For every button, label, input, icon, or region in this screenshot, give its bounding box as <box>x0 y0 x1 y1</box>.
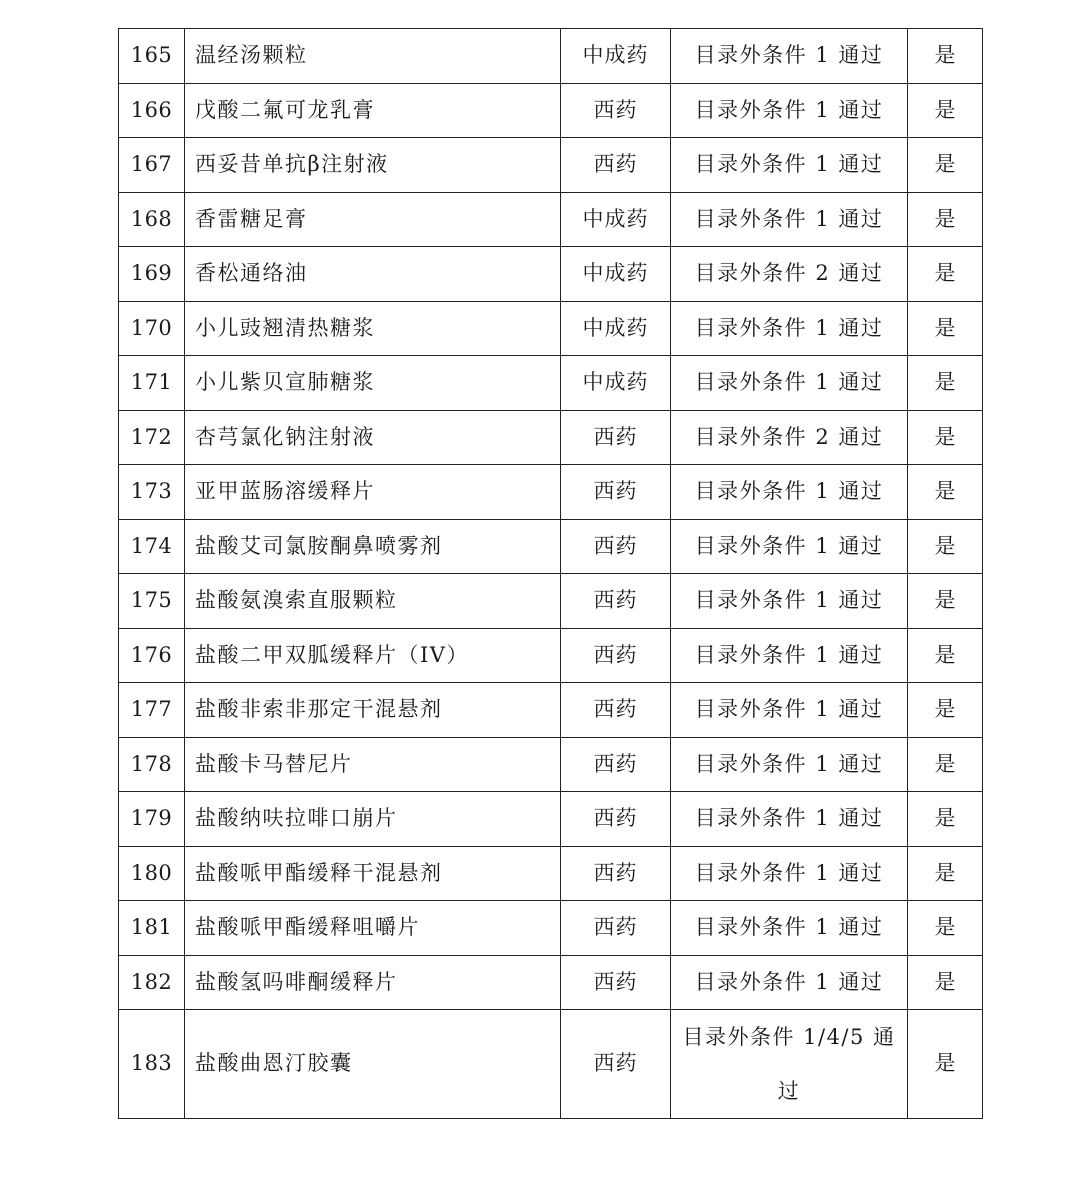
row-number: 180 <box>119 846 185 901</box>
row-number: 177 <box>119 683 185 738</box>
row-number: 167 <box>119 138 185 193</box>
row-number: 181 <box>119 901 185 956</box>
pass-flag: 是 <box>908 465 983 520</box>
drug-type: 西药 <box>561 737 671 792</box>
drug-name: 香松通络油 <box>185 247 561 302</box>
review-condition: 目录外条件 1 通过 <box>671 465 908 520</box>
drug-name: 盐酸氨溴索直服颗粒 <box>185 574 561 629</box>
drug-list-sheet <box>118 28 972 1119</box>
drug-name: 盐酸二甲双胍缓释片（IV） <box>185 628 561 683</box>
table-row <box>119 574 983 629</box>
row-number: 182 <box>119 955 185 1010</box>
drug-type: 西药 <box>561 574 671 629</box>
review-condition: 目录外条件 1 通过 <box>671 29 908 84</box>
table-row <box>119 410 983 465</box>
drug-table <box>118 28 983 1119</box>
drug-type: 西药 <box>561 955 671 1010</box>
pass-flag: 是 <box>908 1010 983 1119</box>
review-condition: 目录外条件 1 通过 <box>671 519 908 574</box>
drug-name: 盐酸氢吗啡酮缓释片 <box>185 955 561 1010</box>
drug-name: 西妥昔单抗β注射液 <box>185 138 561 193</box>
review-condition: 目录外条件 1 通过 <box>671 792 908 847</box>
review-condition: 目录外条件 1 通过 <box>671 901 908 956</box>
review-condition: 目录外条件 2 通过 <box>671 247 908 302</box>
table-row <box>119 29 983 84</box>
row-number: 172 <box>119 410 185 465</box>
drug-type: 西药 <box>561 628 671 683</box>
row-number: 183 <box>119 1010 185 1119</box>
drug-type: 中成药 <box>561 356 671 411</box>
drug-name: 小儿豉翘清热糖浆 <box>185 301 561 356</box>
table-row <box>119 792 983 847</box>
drug-type: 西药 <box>561 683 671 738</box>
pass-flag: 是 <box>908 247 983 302</box>
review-condition: 目录外条件 1 通过 <box>671 574 908 629</box>
pass-flag: 是 <box>908 138 983 193</box>
drug-type: 西药 <box>561 519 671 574</box>
review-condition: 目录外条件 1/4/5 通过 <box>671 1010 908 1119</box>
table-row <box>119 683 983 738</box>
table-row <box>119 1010 983 1119</box>
review-condition: 目录外条件 1 通过 <box>671 138 908 193</box>
drug-name: 盐酸哌甲酯缓释干混悬剂 <box>185 846 561 901</box>
drug-type: 西药 <box>561 792 671 847</box>
drug-name: 盐酸卡马替尼片 <box>185 737 561 792</box>
pass-flag: 是 <box>908 574 983 629</box>
drug-name: 戊酸二氟可龙乳膏 <box>185 83 561 138</box>
row-number: 166 <box>119 83 185 138</box>
table-row <box>119 737 983 792</box>
row-number: 168 <box>119 192 185 247</box>
table-row <box>119 83 983 138</box>
pass-flag: 是 <box>908 901 983 956</box>
drug-type: 西药 <box>561 901 671 956</box>
pass-flag: 是 <box>908 628 983 683</box>
drug-name: 香雷糖足膏 <box>185 192 561 247</box>
drug-type: 中成药 <box>561 247 671 302</box>
review-condition: 目录外条件 1 通过 <box>671 356 908 411</box>
drug-type: 西药 <box>561 465 671 520</box>
row-number: 178 <box>119 737 185 792</box>
table-row <box>119 901 983 956</box>
drug-type: 西药 <box>561 410 671 465</box>
drug-type: 西药 <box>561 83 671 138</box>
row-number: 174 <box>119 519 185 574</box>
table-row <box>119 846 983 901</box>
review-condition: 目录外条件 1 通过 <box>671 846 908 901</box>
drug-name: 小儿紫贝宣肺糖浆 <box>185 356 561 411</box>
row-number: 165 <box>119 29 185 84</box>
review-condition: 目录外条件 2 通过 <box>671 410 908 465</box>
table-row <box>119 955 983 1010</box>
drug-type: 中成药 <box>561 192 671 247</box>
pass-flag: 是 <box>908 519 983 574</box>
pass-flag: 是 <box>908 29 983 84</box>
review-condition: 目录外条件 1 通过 <box>671 955 908 1010</box>
review-condition: 目录外条件 1 通过 <box>671 737 908 792</box>
table-row <box>119 519 983 574</box>
drug-name: 盐酸纳呋拉啡口崩片 <box>185 792 561 847</box>
table-row <box>119 356 983 411</box>
drug-type: 西药 <box>561 846 671 901</box>
table-row <box>119 465 983 520</box>
pass-flag: 是 <box>908 410 983 465</box>
pass-flag: 是 <box>908 192 983 247</box>
table-row <box>119 138 983 193</box>
review-condition: 目录外条件 1 通过 <box>671 301 908 356</box>
table-row <box>119 301 983 356</box>
review-condition: 目录外条件 1 通过 <box>671 683 908 738</box>
review-condition: 目录外条件 1 通过 <box>671 83 908 138</box>
row-number: 171 <box>119 356 185 411</box>
table-row <box>119 628 983 683</box>
drug-name: 盐酸曲恩汀胶囊 <box>185 1010 561 1119</box>
pass-flag: 是 <box>908 955 983 1010</box>
drug-name: 亚甲蓝肠溶缓释片 <box>185 465 561 520</box>
pass-flag: 是 <box>908 356 983 411</box>
row-number: 175 <box>119 574 185 629</box>
table-row <box>119 247 983 302</box>
row-number: 169 <box>119 247 185 302</box>
pass-flag: 是 <box>908 301 983 356</box>
drug-name: 盐酸艾司氯胺酮鼻喷雾剂 <box>185 519 561 574</box>
review-condition: 目录外条件 1 通过 <box>671 192 908 247</box>
pass-flag: 是 <box>908 846 983 901</box>
drug-type: 西药 <box>561 1010 671 1119</box>
pass-flag: 是 <box>908 737 983 792</box>
row-number: 176 <box>119 628 185 683</box>
row-number: 173 <box>119 465 185 520</box>
table-row <box>119 192 983 247</box>
pass-flag: 是 <box>908 683 983 738</box>
row-number: 170 <box>119 301 185 356</box>
drug-name: 盐酸哌甲酯缓释咀嚼片 <box>185 901 561 956</box>
drug-type: 中成药 <box>561 301 671 356</box>
pass-flag: 是 <box>908 83 983 138</box>
drug-type: 西药 <box>561 138 671 193</box>
drug-name: 温经汤颗粒 <box>185 29 561 84</box>
review-condition: 目录外条件 1 通过 <box>671 628 908 683</box>
drug-type: 中成药 <box>561 29 671 84</box>
row-number: 179 <box>119 792 185 847</box>
pass-flag: 是 <box>908 792 983 847</box>
drug-name: 杏芎氯化钠注射液 <box>185 410 561 465</box>
drug-name: 盐酸非索非那定干混悬剂 <box>185 683 561 738</box>
